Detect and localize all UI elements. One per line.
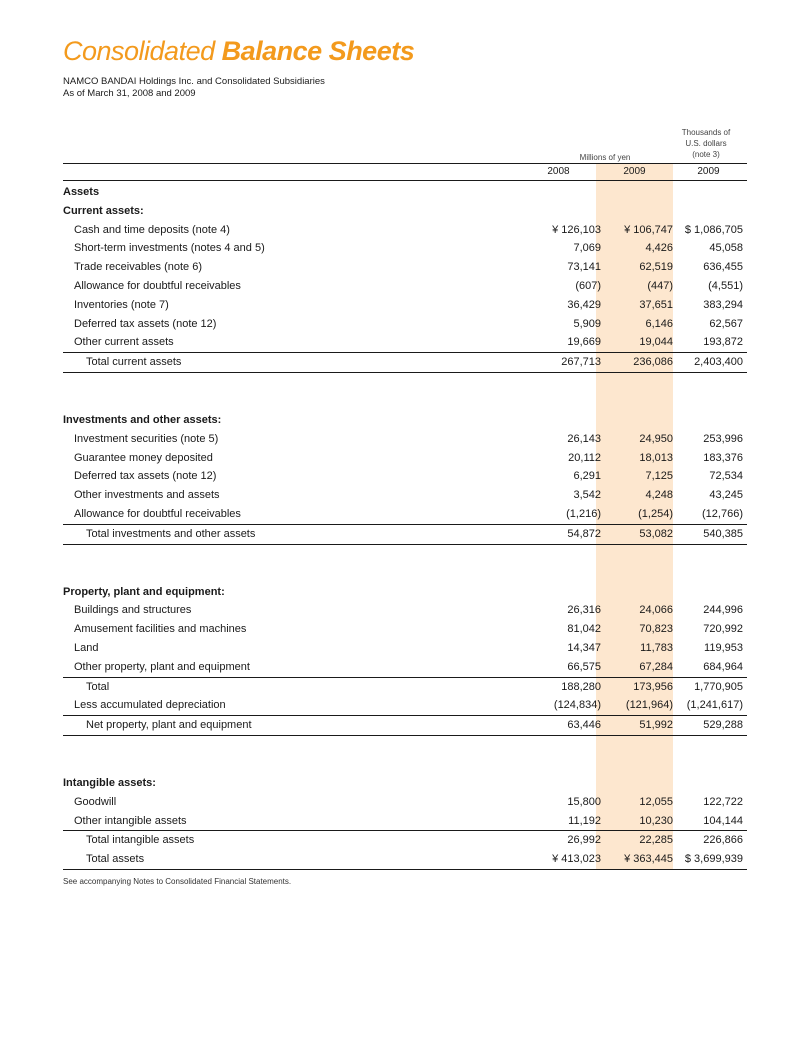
value-2009-yen: 6,146 <box>645 317 673 330</box>
report-date: As of March 31, 2008 and 2009 <box>63 88 196 99</box>
table-row <box>63 467 747 486</box>
row-label: Assets <box>63 186 100 198</box>
value-2008-yen: 20,112 <box>568 451 601 464</box>
value-2008-yen: ¥ 413,023 <box>552 853 601 866</box>
row-label: Current assets: <box>63 204 144 217</box>
table-row <box>63 696 747 716</box>
row-label: Less accumulated depreciation <box>74 699 226 712</box>
unit-usd-line2: U.S. dollars <box>685 139 727 148</box>
value-2009-usd: 45,058 <box>709 242 743 255</box>
value-2009-usd: 122,722 <box>703 795 743 808</box>
value-2009-yen: 24,066 <box>639 604 673 617</box>
value-2009-yen: (447) <box>647 279 673 292</box>
value-2009-usd: 119,953 <box>704 641 743 654</box>
row-label: Allowance for doubtful receivables <box>74 507 241 520</box>
page-title <box>63 38 414 65</box>
table-row <box>63 296 747 315</box>
value-2009-usd: 72,534 <box>709 470 743 483</box>
value-2009-yen: 12,055 <box>639 795 673 808</box>
value-2009-yen: 37,651 <box>639 298 673 311</box>
section-header <box>63 202 747 221</box>
row-label: Total investments and other assets <box>86 527 256 540</box>
table-row <box>63 258 747 277</box>
value-2009-yen: 10,230 <box>639 814 673 827</box>
value-2009-yen: 4,426 <box>645 242 673 255</box>
total-row <box>63 850 747 870</box>
table-row <box>63 333 747 353</box>
table-row <box>63 486 747 505</box>
value-2008-yen: 36,429 <box>567 298 601 311</box>
table-row <box>63 620 747 639</box>
row-label: Net property, plant and equipment <box>86 719 252 732</box>
value-2009-usd: 253,996 <box>703 432 743 445</box>
value-2008-yen: 54,872 <box>567 527 601 540</box>
value-2009-usd: 383,294 <box>703 298 743 311</box>
section-spacer <box>63 736 747 774</box>
value-2009-usd: 529,288 <box>703 719 743 732</box>
value-2008-yen: (607) <box>575 279 601 292</box>
row-label: Cash and time deposits (note 4) <box>74 223 230 236</box>
value-2008-yen: 66,575 <box>567 660 601 673</box>
value-2009-usd: 540,385 <box>703 527 743 540</box>
value-2008-yen: 3,542 <box>573 489 601 502</box>
table-row <box>63 277 747 296</box>
year-2008: 2008 <box>547 166 570 177</box>
value-2009-yen: (1,254) <box>638 507 673 520</box>
row-label: Total assets <box>86 853 145 866</box>
value-2008-yen: 188,280 <box>561 680 601 693</box>
value-2009-yen: 22,285 <box>639 834 673 847</box>
value-2009-usd: (12,766) <box>702 507 743 520</box>
value-2009-usd: $ 3,699,939 <box>684 853 743 866</box>
total-row <box>63 716 747 736</box>
row-label: Deferred tax assets (note 12) <box>74 470 217 483</box>
row-label: Deferred tax assets (note 12) <box>74 317 217 330</box>
table-row <box>63 793 747 812</box>
title-bold: Balance Sheets <box>221 36 415 66</box>
value-2009-yen: 24,950 <box>639 432 673 445</box>
row-label: Goodwill <box>74 795 117 808</box>
value-2008-yen: 11,192 <box>568 814 601 827</box>
value-2008-yen: 267,713 <box>561 356 601 369</box>
value-2009-usd: 684,964 <box>703 660 743 673</box>
table-row <box>63 639 747 658</box>
value-2009-usd: (1,241,617) <box>686 699 743 712</box>
value-2009-yen: ¥ 106,747 <box>624 223 673 236</box>
section-header <box>63 183 747 202</box>
value-2008-yen: 5,909 <box>573 317 601 330</box>
value-2009-yen: ¥ 363,445 <box>624 853 673 866</box>
value-2009-yen: 19,044 <box>639 336 673 349</box>
row-label: Other current assets <box>74 336 174 349</box>
row-label: Total current assets <box>86 356 182 369</box>
unit-usd-line3: (note 3) <box>692 150 720 159</box>
table-row <box>63 601 747 620</box>
header-rule-bottom <box>63 180 747 181</box>
value-2009-usd: 62,567 <box>709 317 743 330</box>
value-2008-yen: 73,141 <box>567 261 601 274</box>
value-2009-yen: 67,284 <box>639 660 673 673</box>
value-2008-yen: 26,992 <box>567 834 601 847</box>
value-2009-yen: 18,013 <box>639 451 673 464</box>
value-2009-usd: 636,455 <box>703 261 743 274</box>
value-2009-usd: 2,403,400 <box>694 356 743 369</box>
value-2009-yen: 236,086 <box>633 356 673 369</box>
total-row <box>63 831 747 850</box>
row-label: Total intangible assets <box>86 834 195 847</box>
row-label: Other intangible assets <box>74 814 187 827</box>
table-row <box>63 315 747 334</box>
unit-thousands-usd <box>665 127 747 160</box>
row-label: Trade receivables (note 6) <box>74 261 202 274</box>
footnote: See accompanying Notes to Consolidated Financial Statements. <box>63 877 292 886</box>
value-2009-yen: 4,248 <box>645 489 673 502</box>
value-2008-yen: 63,446 <box>567 719 601 732</box>
value-2009-yen: (121,964) <box>625 699 673 712</box>
year-2009-usd: 2009 <box>697 166 720 177</box>
value-2009-usd: 183,376 <box>703 451 743 464</box>
row-label: Investments and other assets: <box>63 413 222 426</box>
value-2009-usd: 720,992 <box>703 623 743 636</box>
unit-usd-line1: Thousands of <box>681 128 731 137</box>
table-row <box>63 658 747 678</box>
table-row <box>63 449 747 468</box>
value-2009-yen: 173,956 <box>633 680 673 693</box>
value-2008-yen: 19,669 <box>567 336 601 349</box>
table-row <box>63 221 747 240</box>
total-row <box>63 678 747 697</box>
row-label: Allowance for doubtful receivables <box>74 279 241 292</box>
value-2009-usd: 226,866 <box>703 834 743 847</box>
total-row <box>63 353 747 373</box>
row-label: Other investments and assets <box>74 489 220 502</box>
row-label: Property, plant and equipment: <box>63 585 225 598</box>
row-label: Investment securities (note 5) <box>74 432 219 445</box>
value-2009-usd: (4,551) <box>708 279 743 292</box>
table-row <box>63 812 747 832</box>
section-spacer <box>63 373 747 411</box>
section-header <box>63 411 747 430</box>
value-2009-usd: 1,770,905 <box>694 680 743 693</box>
value-2008-yen: 14,347 <box>567 641 601 654</box>
value-2008-yen: 7,069 <box>573 242 601 255</box>
header-rule-top <box>63 163 747 164</box>
value-2009-usd: 43,245 <box>709 489 743 502</box>
row-label: Amusement facilities and machines <box>74 623 247 636</box>
value-2009-usd: 193,872 <box>703 336 743 349</box>
value-2009-yen: 51,992 <box>639 719 673 732</box>
table-row <box>63 505 747 525</box>
row-label: Land <box>74 641 99 654</box>
value-2009-yen: 53,082 <box>639 527 673 540</box>
value-2008-yen: 26,316 <box>567 604 601 617</box>
value-2008-yen: (124,834) <box>553 699 601 712</box>
value-2009-yen: 11,783 <box>640 641 673 654</box>
company-name: NAMCO BANDAI Holdings Inc. and Consolidated Subsidiaries <box>63 76 325 87</box>
value-2008-yen: 81,042 <box>567 623 601 636</box>
value-2009-usd: $ 1,086,705 <box>684 223 743 236</box>
row-label: Inventories (note 7) <box>74 298 169 311</box>
section-header <box>63 774 747 793</box>
value-2008-yen: 26,143 <box>567 432 601 445</box>
table-row <box>63 239 747 258</box>
row-label: Short-term investments (notes 4 and 5) <box>74 242 265 255</box>
row-label: Other property, plant and equipment <box>74 660 250 673</box>
unit-millions-yen: Millions of yen <box>579 153 631 162</box>
section-spacer <box>63 545 747 583</box>
balance-sheet-table <box>63 183 747 870</box>
value-2009-usd: 244,996 <box>703 604 743 617</box>
section-header <box>63 583 747 602</box>
value-2008-yen: ¥ 126,103 <box>552 223 601 236</box>
value-2008-yen: 15,800 <box>567 795 601 808</box>
row-label: Total <box>86 680 110 693</box>
total-row <box>63 525 747 545</box>
table-row <box>63 430 747 449</box>
row-label: Intangible assets: <box>63 776 156 789</box>
year-2009-yen: 2009 <box>623 166 646 177</box>
value-2009-yen: 7,125 <box>645 470 673 483</box>
value-2008-yen: (1,216) <box>566 507 601 520</box>
row-label: Guarantee money deposited <box>74 451 213 464</box>
value-2008-yen: 6,291 <box>573 470 601 483</box>
value-2009-yen: 70,823 <box>639 623 673 636</box>
value-2009-yen: 62,519 <box>639 261 673 274</box>
value-2009-usd: 104,144 <box>703 814 743 827</box>
row-label: Buildings and structures <box>74 604 192 617</box>
title-light: Consolidated <box>63 36 222 66</box>
